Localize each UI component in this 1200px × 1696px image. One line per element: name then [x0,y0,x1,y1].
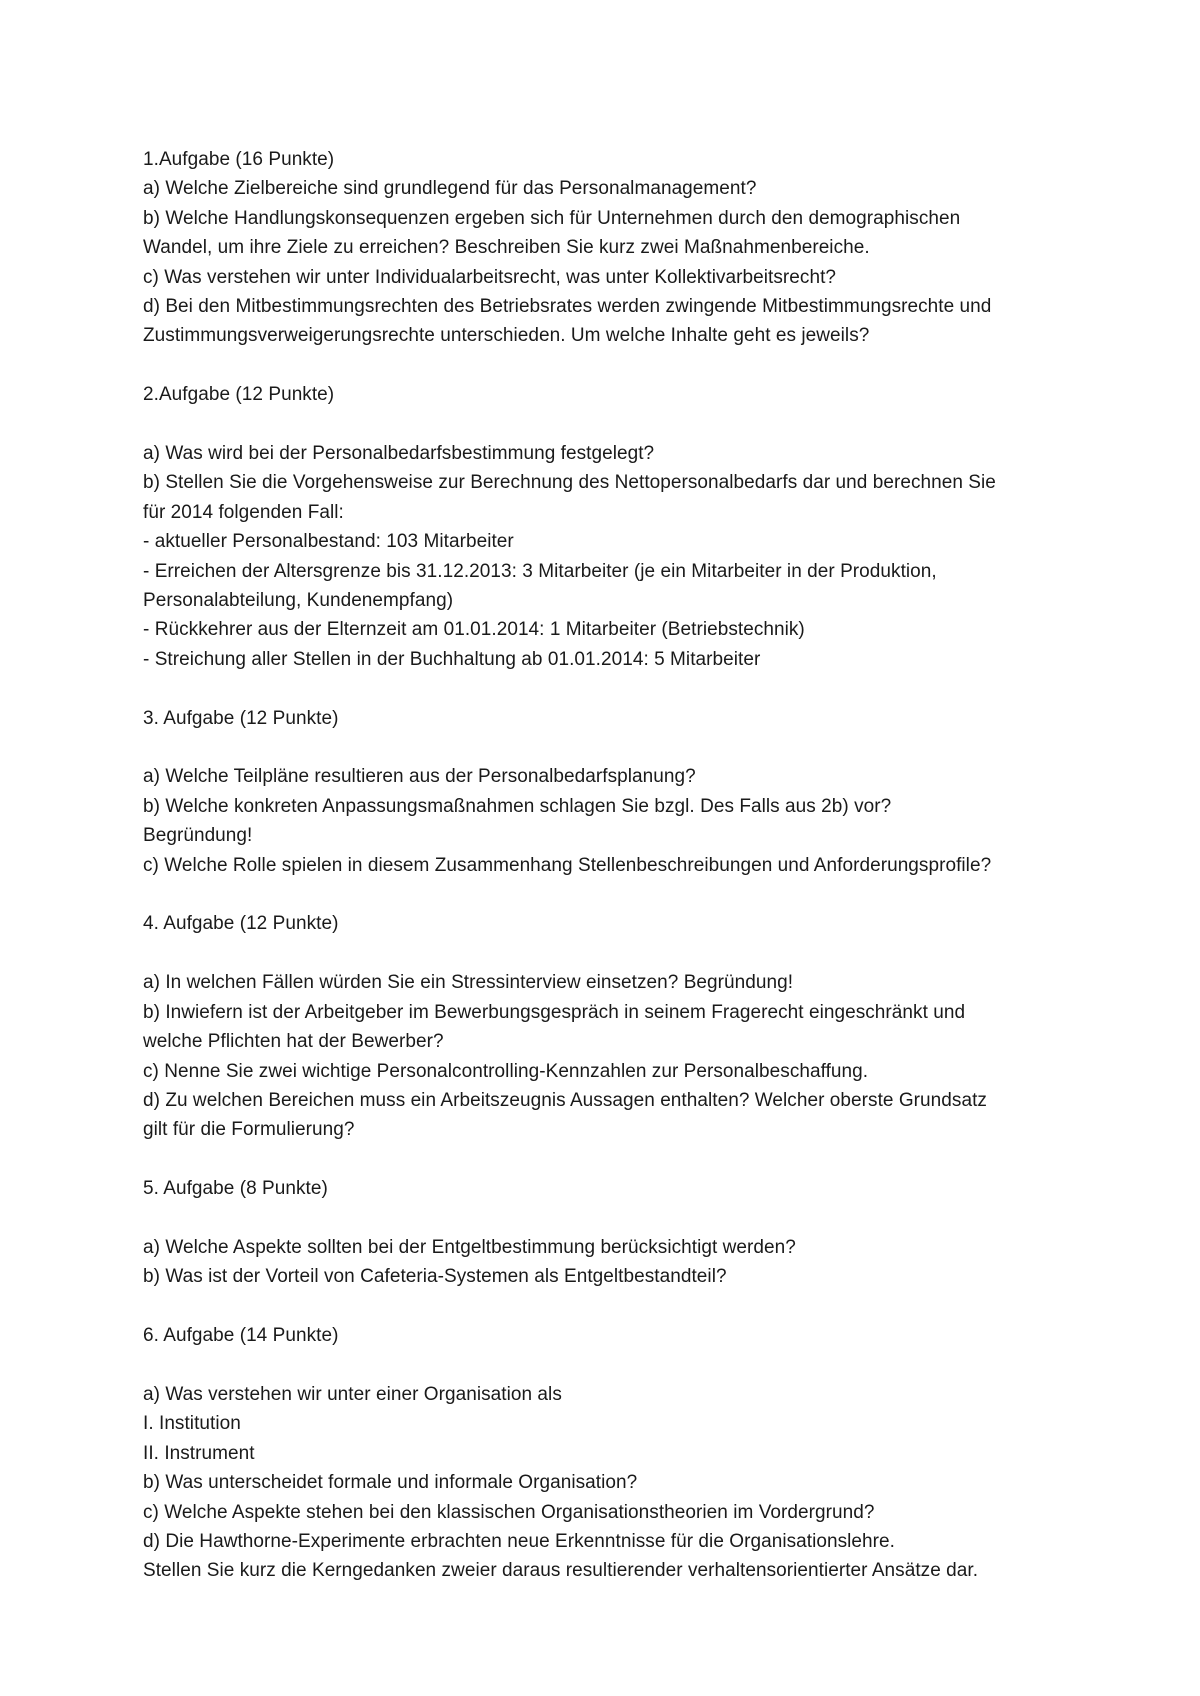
exercise-heading: 3. Aufgabe (12 Punkte) [143,707,339,729]
question-line: II. Instrument [143,1442,255,1464]
question-line: d) Die Hawthorne-Experimente erbrachten neue Erkenntnisse für die Organisationslehre. [143,1530,895,1552]
question-line: d) Zu welchen Bereichen muss ein Arbeitszeugnis Aussagen enthalten? Welcher oberste Grundsatz [143,1089,987,1111]
question-line: - Rückkehrer aus der Elternzeit am 01.01.2014: 1 Mitarbeiter (Betriebstechnik) [143,619,805,641]
exercise-section [143,909,1143,1144]
question-line: - Streichung aller Stellen in der Buchhaltung ab 01.01.2014: 5 Mitarbeiter [143,648,761,670]
question-line: d) Bei den Mitbestimmungsrechten des Betriebsrates werden zwingende Mitbestimmungsrechte und [143,296,992,318]
exercise-heading: 5. Aufgabe (8 Punkte) [143,1178,328,1200]
blank-line [143,733,1143,762]
exercise-heading: 4. Aufgabe (12 Punkte) [143,913,339,935]
question-line: b) Welche Handlungskonsequenzen ergeben sich für Unternehmen durch den demographischen [143,207,961,229]
exercise-section [143,1174,1143,1292]
exercise-section [143,1321,1143,1586]
question-line: c) Welche Rolle spielen in diesem Zusammenhang Stellenbeschreibungen und Anforderungsprofile? [143,854,992,876]
question-line: welche Pflichten hat der Bewerber? [143,1031,444,1053]
question-line: Personalabteilung, Kundenempfang) [143,590,454,612]
question-line: Begründung! [143,825,253,847]
exercise-heading: 2.Aufgabe (12 Punkte) [143,384,335,406]
question-line: b) Was unterscheidet formale und informale Organisation? [143,1472,638,1494]
question-line: a) Welche Teilpläne resultieren aus der Personalbedarfsplanung? [143,766,696,788]
blank-line [143,410,1143,439]
question-line: c) Nenne Sie zwei wichtige Personalcontrolling-Kennzahlen zur Personalbeschaffung. [143,1060,869,1082]
blank-line [143,1204,1143,1233]
exercise-section [143,145,1143,351]
question-line: b) Welche konkreten Anpassungsmaßnahmen schlagen Sie bzgl. Des Falls aus 2b) vor? [143,795,892,817]
question-line: a) Welche Zielbereiche sind grundlegend für das Personalmanagement? [143,178,757,200]
question-line: c) Welche Aspekte stehen bei den klassischen Organisationstheorien im Vordergrund? [143,1501,875,1523]
document-page [143,145,1143,1586]
question-line: a) Was wird bei der Personalbedarfsbestimmung festgelegt? [143,443,655,465]
question-line: a) Welche Aspekte sollten bei der Entgeltbestimmung berücksichtigt werden? [143,1236,796,1258]
question-line: Wandel, um ihre Ziele zu erreichen? Beschreiben Sie kurz zwei Maßnahmenbereiche. [143,237,870,259]
question-line: b) Stellen Sie die Vorgehensweise zur Berechnung des Nettopersonalbedarfs dar und berechnen Sie [143,472,996,494]
question-line: - aktueller Personalbestand: 103 Mitarbeiter [143,531,514,553]
question-line: a) Was verstehen wir unter einer Organisation als [143,1383,562,1405]
question-line: - Erreichen der Altersgrenze bis 31.12.2013: 3 Mitarbeiter (je ein Mitarbeiter in der Produktion, [143,560,937,582]
blank-line [143,939,1143,968]
question-line: gilt für die Formulierung? [143,1119,355,1141]
question-line: I. Institution [143,1413,241,1435]
question-line: Stellen Sie kurz die Kerngedanken zweier daraus resultierender verhaltensorientierter Ansätze dar. [143,1560,979,1582]
exercise-section [143,704,1143,880]
question-line: b) Was ist der Vorteil von Cafeteria-Systemen als Entgeltbestandteil? [143,1266,727,1288]
question-line: c) Was verstehen wir unter Individualarbeitsrecht, was unter Kollektivarbeitsrecht? [143,266,837,288]
question-line: Zustimmungsverweigerungsrechte unterschieden. Um welche Inhalte geht es jeweils? [143,325,870,347]
exercise-section [143,380,1143,674]
blank-line [143,1351,1143,1380]
question-line: a) In welchen Fällen würden Sie ein Stressinterview einsetzen? Begründung! [143,972,794,994]
exercise-heading: 6. Aufgabe (14 Punkte) [143,1325,339,1347]
question-line: für 2014 folgenden Fall: [143,501,344,523]
question-line: b) Inwiefern ist der Arbeitgeber im Bewerbungsgespräch in seinem Fragerecht eingeschränkt und [143,1001,966,1023]
exercise-heading: 1.Aufgabe (16 Punkte) [143,149,335,170]
